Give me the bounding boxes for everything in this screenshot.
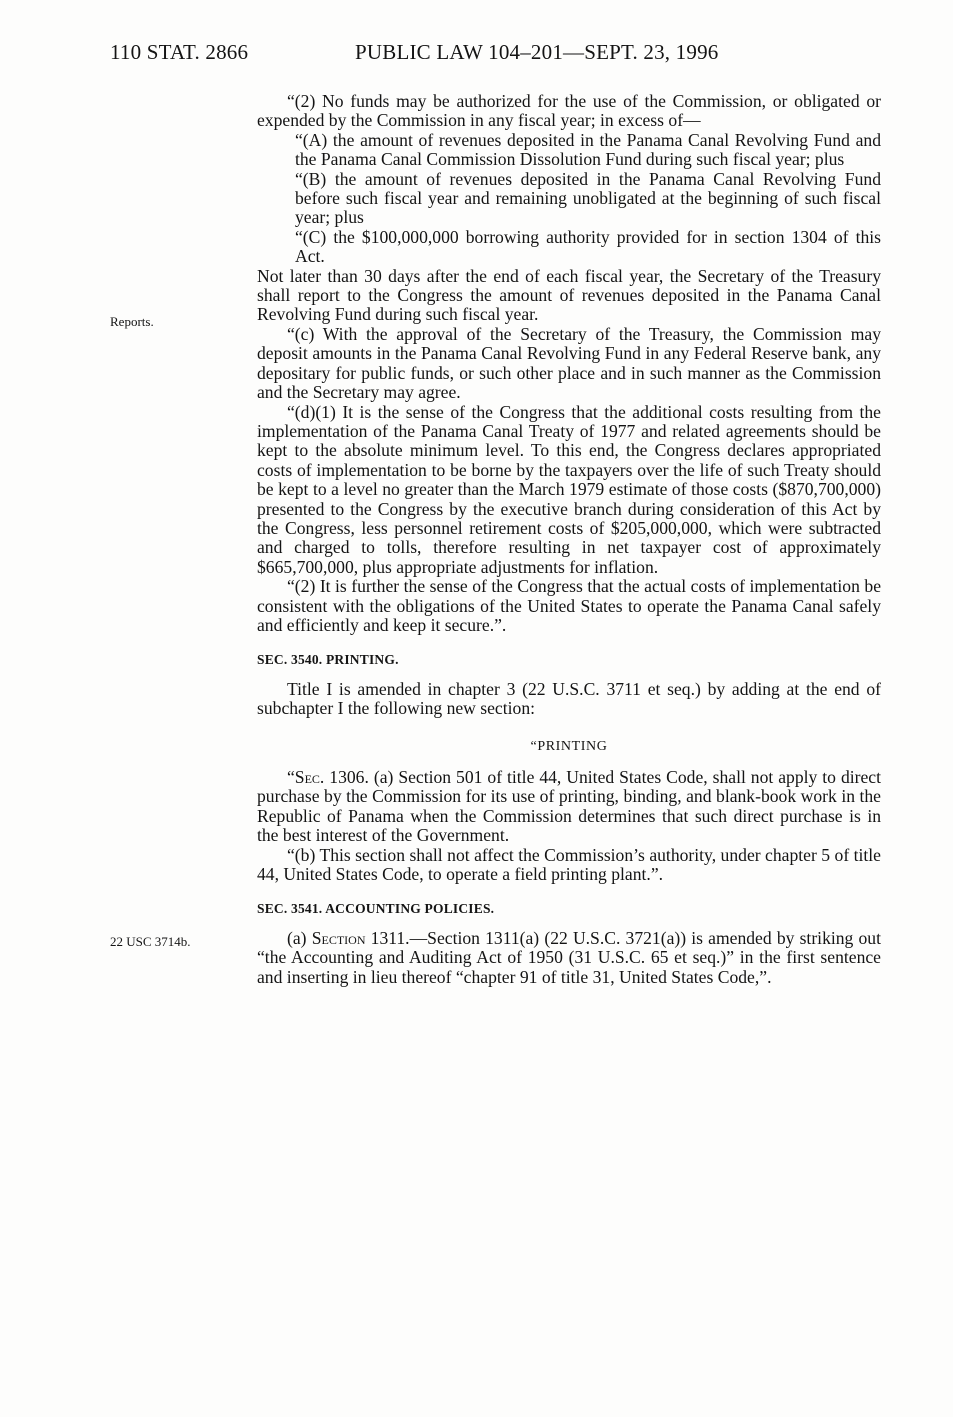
subparagraph-block <box>257 131 881 267</box>
paragraph-d1: “(d)(1) It is the sense of the Congress that the additional costs resulting from the implementation of the Panama Canal Treaty of 1977 and related agreements should be kept to the absolute minimum level. To this end, the Congress declares appropriated costs of implementation to be borne by the taxpayers over the life of such Treaty should be kept to a level no greater than the March 1979 estimate of those costs ($870,700,000) presented to the Congress by the executive branch during consideration of this Act by the Congress, less personnel retirement costs of $205,000,000, which were subtracted and charged to tolls, therefore resulting in net taxpayer cost of approximately $665,700,000, plus appropriate adjustments for inflation. <box>257 401 881 577</box>
section-1306-b: “(b) This section shall not affect the Commission’s authority, under chapter 5 of title 44, United States Code, to operate a field printing plant.”. <box>257 844 881 885</box>
margin-note-reports: Reports. <box>110 314 154 329</box>
section-1306-a <box>257 768 881 846</box>
subparagraph-b: “(B) the amount of revenues deposited in the Panama Canal Revolving Fund before such fiscal year and remaining unobligated at the beginning of such fiscal year; plus <box>295 168 881 228</box>
margin-note-usc: 22 USC 3714b. <box>110 934 191 949</box>
subparagraph-a: “(A) the amount of revenues deposited in the Panama Canal Revolving Fund and the Panama Canal Commission Dissolution Fund during such fiscal year; plus <box>295 129 881 170</box>
section-3541-a-text: —Section 1311(a) (22 U.S.C. 3721(a)) is amended by striking out “the Accounting and Auditing Act of 1950 (31 U.S.C. 65 et seq.)” in the first sentence and inserting in lieu thereof “chapter 91 of title 31, United States Code,”. <box>257 927 881 987</box>
section-3541-heading: SEC. 3541. ACCOUNTING POLICIES. <box>257 901 495 917</box>
stat-page-number: 110 STAT. 2866 <box>110 40 249 64</box>
section-1306-a-text: 1306. (a) Section 501 of title 44, United States Code, shall not apply to direct purchase by the Commission for its use of printing, binding, and blank-book work in the Republic of Panama when the Commission determines that such direct purchase is in the best interest of the Government. <box>257 767 881 846</box>
paragraph-2: “(2) No funds may be authorized for the use of the Commission, or obligated or expended by the Commission in any fiscal year; in excess of— <box>257 91 881 131</box>
section-3540-heading: SEC. 3540. PRINTING. <box>257 652 399 668</box>
paragraph-reports: Not later than 30 days after the end of each fiscal year, the Secretary of the Treasury shall report to the Congress the amount of revenues deposited in the Panama Canal Revolving Fund during such fiscal year. <box>257 265 881 325</box>
public-law-title: PUBLIC LAW 104–201—SEPT. 23, 1996 <box>355 40 719 64</box>
paragraph-c: “(c) With the approval of the Secretary of the Treasury, the Commission may deposit amounts in the Panama Canal Revolving Fund in any Federal Reserve bank, any depositary for public funds, or such other place and in such manner as the Commission and the Secretary may agree. <box>257 323 881 403</box>
subparagraph-c: “(C) the $100,000,000 borrowing authority provided for in section 1304 of this Act. <box>295 226 881 267</box>
section-3540-text: Title I is amended in chapter 3 (22 U.S.C. 3711 et seq.) by adding at the end of subchapter I the following new section: <box>257 678 881 719</box>
section-3541-a <box>257 929 881 987</box>
paragraph-d2: “(2) It is further the sense of the Congress that the actual costs of implementation be consistent with the obligations of the United States to operate the Panama Canal safely and efficiently and keep it secure.”. <box>257 576 881 635</box>
section-1306-lead: “Sec. <box>287 767 325 787</box>
section-3541-smallcaps: Section 1311. <box>311 927 410 948</box>
body-text <box>257 92 881 987</box>
printing-heading: “PRINTING <box>530 738 608 754</box>
section-3541-lead: (a) <box>287 927 312 948</box>
